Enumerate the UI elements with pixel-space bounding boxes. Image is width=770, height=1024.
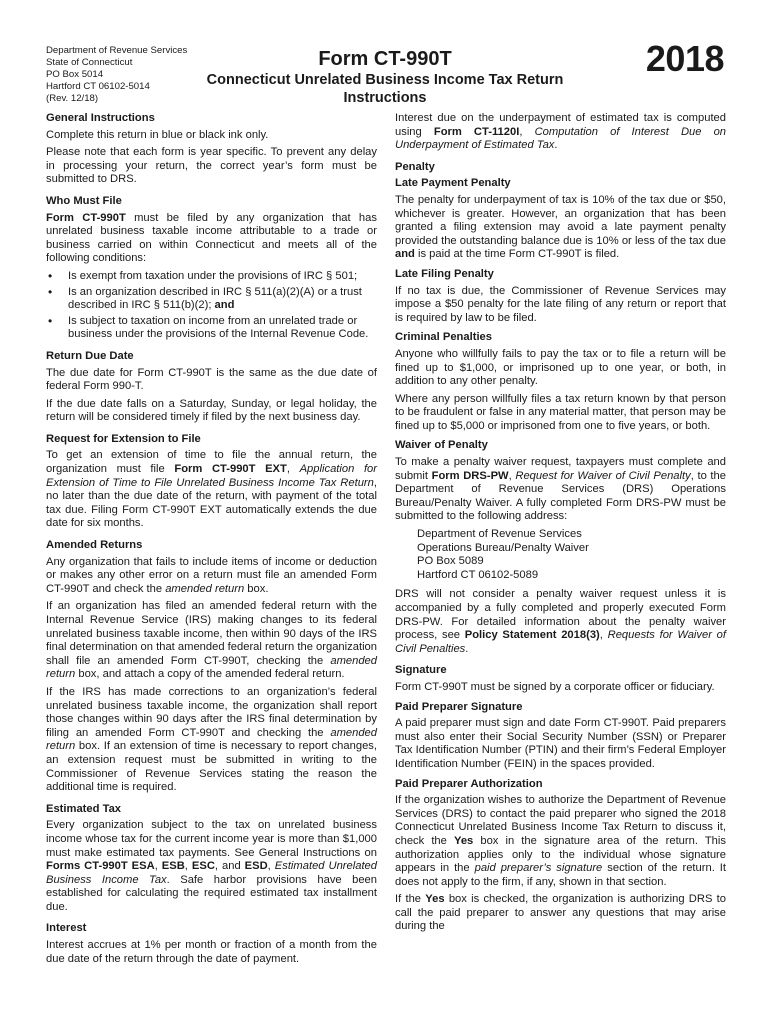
text-run: , [184,860,192,873]
list-item [46,286,377,313]
section-heading: Penalty [395,160,435,173]
text-run: Interest due on the underpayment of estimated tax is computed using [395,112,726,138]
form-title: Form CT-990T [318,48,452,70]
section-heading: Return Due Date [46,349,134,362]
text-run: If the organization wishes to authorize the Department of Revenue Services (DRS) to contact the paid preparer who signed the 2018 Connecticut Unrelated Business Income Tax Return to discuss it, check the [395,794,726,847]
text-run: If the IRS has made corrections to an organization’s federal unrelated business taxable income, the organization shall report those changes within 90 days after the IRS final determination by filing an amended Form CT-990T and checking the [46,685,377,739]
section-heading: Amended Returns [46,539,143,552]
section-heading: Estimated Tax [46,802,122,815]
text-run: Is an organization described in IRC § 511(a)(2)(A) or a trust described in IRC § 511(b)(2); [68,285,362,312]
text-run: box is checked, the organization is authorizing DRS to call the paid preparer to answer any questions that may arise during the [395,893,726,933]
emphasis: and [395,248,415,261]
form-title-reference: Estimated Unrelated Business Income Tax [46,860,377,886]
text-run: box in the signature area of the return. This authorization applies only to the individual whose signature appears in the [395,834,726,875]
paragraph: Anyone who willfully fails to pay the tax or to file a return will be fined up to $1,000, or imprisoned up to one year, or both, in addition to any other penalty. [395,347,726,388]
form-subtitle [150,71,620,107]
paragraph [46,556,377,597]
form-title-reference: Application for Extension of Time to File Unrelated Business Income Tax Return [46,463,377,489]
text-run: . [554,139,558,152]
text-run: To make a penalty waiver request, taxpayers must complete and submit [395,456,726,482]
text-run: is paid at the time Form CT-990T is filed. [414,248,620,261]
policy-title-reference: Requests for Waiver of Civil Penalties [395,629,726,655]
text-run: If the [395,893,426,906]
section-heading: Signature [395,664,447,677]
subsection-heading: Late Filing Penalty [395,267,494,280]
text-run: must be filed by any organization that has unrelated business taxable income attributable to a trade or business carried on within Connecticut and meets all of the following conditions: [46,211,377,265]
paragraph [46,686,377,795]
subsection-heading: Paid Preparer Signature [395,700,523,713]
form-reference: ESD [244,860,268,873]
paragraph [395,794,726,889]
paragraph [395,112,726,153]
section-heading: Interest [46,922,87,935]
text-run: , [154,860,162,873]
text-run: To get an extension of time to file the annual return, the organization must file [46,449,377,476]
list-item: • Is subject to taxation on income from an unrelated trade or business under the provisions of the Internal Revenue Code. [46,315,377,342]
text-run: . Safe harbor provisions have been established for calculating the required estimated tax installment due. [46,873,378,913]
form-reference: Forms CT-990T ESA [46,860,155,873]
checkbox-reference: amended return [165,582,245,595]
paragraph: Complete this return in blue or black ink only. [46,128,269,141]
document-header [0,0,770,110]
text-run: DRS will not consider a penalty waiver request unless it is accompanied by a fully completed and properly executed Form DRS-PW. For detailed information about the penalty waiver process, see [395,588,726,642]
paragraph [46,212,377,266]
text-run: , [286,463,300,476]
address-line: Operations Bureau/Penalty Waiver [417,541,589,554]
text-run: , [519,125,535,138]
form-title-reference: Computation of Interest Due on Underpayment of Estimated Tax [395,125,727,152]
paragraph: The due date for Form CT-990T is the same as the due date of federal Form 990-T. [46,366,377,393]
section-heading: Request for Extension to File [46,432,201,445]
address-line: Hartford CT 06102-5089 [417,568,539,581]
text-run: The penalty for underpayment of tax is 10% of the tax due or $50, whichever is greater. However, an organization that has been granted a filing extension may avoid a late payment penalty provided the outstanding balance due is 10% or less of the tax due [395,193,726,247]
subtitle-line: Instructions [343,90,427,106]
subsection-heading: Paid Preparer Authorization [395,777,543,790]
paragraph [395,893,726,934]
paragraph: Form CT-990T must be signed by a corporate officer or fiduciary. [395,680,715,693]
paragraph [395,588,726,656]
agency-line: Hartford CT 06102-5014 [46,81,150,92]
checkbox-reference: Yes [453,834,474,847]
list-item: • Is exempt from taxation under the provisions of IRC § 501; [46,270,377,284]
paragraph: Please note that each form is year specific. To prevent any delay in processing your return, the correct year’s form must be submitted to DRS. [46,146,377,186]
conditions-list [46,270,377,342]
section-reference: paid preparer’s signature [474,862,603,875]
text-run: , [267,860,275,873]
form-reference: ESB [161,860,185,873]
text-run: box. If an extension of time is necessary to report changes, an extension request must be submitted in writing to the Commissioner of Revenue Services stating the reason the additional time is required. [46,740,377,794]
paragraph [395,194,726,262]
paragraph: Where any person willfully files a tax return known by that person to be fraudulent or false in any material matter, that person may be fined up to $5,000 or imprisoned from one to five years, or both. [395,392,726,432]
left-column [46,112,377,970]
section-heading: Who Must File [46,194,122,207]
section-heading: General Instructions [46,112,155,124]
tax-year: 2018 [645,38,724,79]
paragraph: Interest accrues at 1% per month or fraction of a month from the due date of the return through the date of payment. [46,939,377,965]
checkbox-reference: amended return [46,726,377,753]
paragraph [395,456,726,524]
agency-line: State of Connecticut [46,57,133,68]
form-reference: Form CT-1120I [433,125,520,138]
text-run: section of the return. It does not apply to the firm, if any, shown in that section. [395,862,726,888]
paragraph: If no tax is due, the Commissioner of Revenue Services may impose a $50 penalty for the late filing of any return or report that is required by law to be filed. [395,284,726,324]
text-run: , to the Department of Revenue Services (DRS) Operations Bureau/Penalty Waiver. A fully completed Form DRS-PW must be submitted to the following address: [395,469,726,523]
text-run: , no later than the due date of the return, with payment of the total tax due. Filing Form CT-990T EXT automatically extends the due date for six months. [46,476,377,530]
right-column [395,112,726,938]
agency-line: PO Box 5014 [46,69,104,80]
address-line: Department of Revenue Services [417,528,582,541]
text-run: Every organization subject to the tax on unrelated business income whose tax for the current income year is more than $1,000 must make estimated tax payments. See General Instructions on [46,819,377,859]
revision-date: (Rev. 12/18) [46,93,99,104]
paragraph: A paid preparer must sign and date Form CT-990T. Paid preparers must also enter their Social Security Number (SSN) or Preparer Tax Identification Number (PTIN) and their firm’s Federal Employer Identification Number (FEIN) in the spaces provided. [395,717,726,770]
paragraph [46,449,377,531]
subsection-heading: Criminal Penalties [395,331,492,344]
policy-reference: Policy Statement 2018(3) [464,629,600,642]
form-reference: ESC [191,860,215,873]
subtitle-line: Connecticut Unrelated Business Income Tax Return [206,72,564,88]
text-run: box. [244,582,269,595]
paragraph: If the due date falls on a Saturday, Sunday, or legal holiday, the return will be considered timely if filed by the next business day. [46,397,377,424]
form-reference: Form CT-990T [46,211,126,224]
text-run: , [599,629,608,642]
paragraph [46,819,377,914]
text-run: , and [214,860,245,873]
text-run: . [465,642,469,655]
text-run: , [508,469,516,482]
subsection-heading: Waiver of Penalty [395,439,488,452]
address-line: PO Box 5089 [417,555,484,568]
agency-line: Department of Revenue Services [46,45,188,56]
text-run: If an organization has filed an amended federal return with the Internal Revenue Service (IRS) making changes to its federal unrelated business taxable income, then within 90 days of the IRS final determination on that amended federal return the organization shall file an amended Form CT-990T, checking the [46,600,377,667]
paragraph [46,600,377,682]
subsection-heading: Late Payment Penalty [395,177,511,190]
checkbox-reference: amended return [46,654,377,681]
form-reference: Form CT-990T EXT [174,463,287,476]
mailing-address [395,528,726,582]
checkbox-reference: Yes [425,893,445,906]
emphasis: and [214,299,235,312]
form-reference: Form DRS-PW [431,469,509,482]
text-run: Any organization that fails to include items of income or deduction or makes any other error on a return must file an amended Form CT-990T and check the [46,555,377,595]
form-title-reference: Request for Waiver of Civil Penalty [515,469,691,482]
text-run: box, and attach a copy of the amended federal return. [75,668,345,681]
